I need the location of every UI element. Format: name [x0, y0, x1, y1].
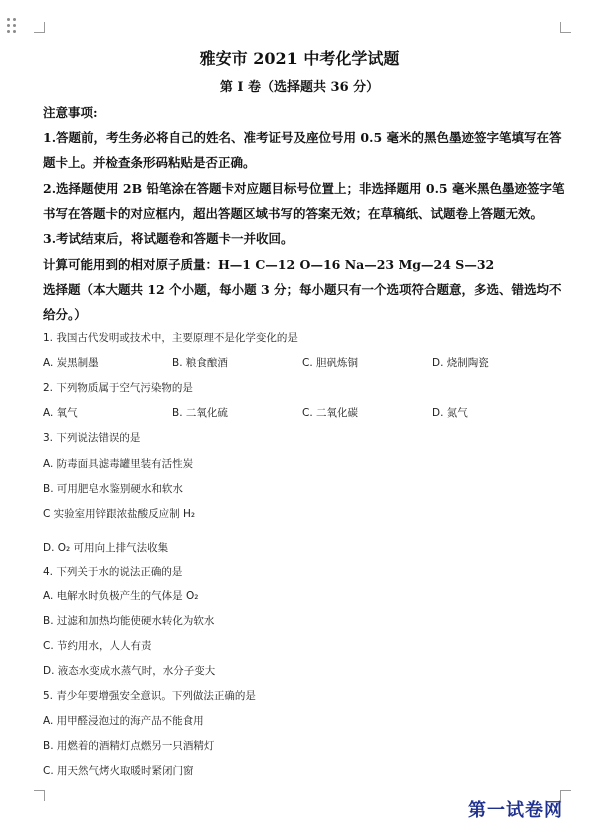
option: B. 可用肥皂水鉴别硬水和软水: [43, 483, 183, 495]
option: C. 二氧化碳: [302, 407, 359, 419]
question-2: 2. 下列物质属于空气污染物的是: [43, 382, 193, 394]
option: B. 过滤和加热均能使硬水转化为软水: [43, 615, 215, 627]
option: A. 氧气: [43, 407, 78, 419]
section-instructions: 给分。）: [43, 307, 87, 322]
option: B. 二氧化硫: [172, 407, 228, 419]
section-instructions: 选择题（本大题共 12 个小题，每小题 3 分；每小题只有一个选项符合题意，多选、错选均不: [43, 282, 562, 297]
option: B. 粮食酿酒: [172, 357, 228, 369]
option: A. 炭黑制墨: [43, 357, 99, 369]
page-corner-mark: [34, 22, 45, 33]
page-corner-mark: [560, 22, 571, 33]
drag-handle-icon[interactable]: [7, 18, 19, 34]
question-3: 3. 下列说法错误的是: [43, 432, 141, 444]
section-subtitle: 第 I 卷（选择题共 36 分）: [219, 80, 380, 95]
option: C. 胆矾炼铜: [302, 357, 359, 369]
option: A. 电解水时负极产生的气体是 O₂: [43, 590, 199, 602]
page-corner-mark: [34, 790, 45, 801]
option: A. 防毒面具滤毒罐里装有活性炭: [43, 458, 194, 470]
note-line: 1.答题前，考生务必将自己的姓名、准考证号及座位号用 0.5 毫米的黑色墨迹签字笔填写在答: [43, 130, 562, 145]
option: C 实验室用锌跟浓盐酸反应制 H₂: [43, 508, 196, 520]
option: D. 氮气: [432, 407, 468, 419]
option: D. O₂ 可用向上排气法收集: [43, 542, 169, 554]
note-line: 书写在答题卡的对应框内，超出答题区域书写的答案无效；在草稿纸、试题卷上答题无效。: [43, 206, 544, 221]
option: C. 用天然气烤火取暖时紧闭门窗: [43, 765, 194, 777]
option: C. 节约用水，人人有责: [43, 640, 152, 652]
atomic-mass-line: 计算可能用到的相对原子质量：H—1 C—12 O—16 Na—23 Mg—24 S—32: [43, 257, 495, 272]
note-line: 题卡上。并检查条形码粘贴是否正确。: [43, 155, 256, 170]
question-5: 5. 青少年要增强安全意识。下列做法正确的是: [43, 690, 256, 702]
page-title: 雅安市 2021 中考化学试题: [199, 49, 400, 68]
notes-heading: 注意事项:: [43, 105, 98, 120]
option: A. 用甲醛浸泡过的海产品不能食用: [43, 715, 204, 727]
option: B. 用燃着的酒精灯点燃另一只酒精灯: [43, 740, 215, 752]
question-4: 4. 下列关于水的说法正确的是: [43, 566, 183, 578]
note-line: 2.选择题使用 2B 铅笔涂在答题卡对应题目标号位置上；非选择题用 0.5 毫米黑色墨迹签字笔: [43, 181, 565, 196]
site-watermark: 第一试卷网: [468, 800, 563, 821]
option: D. 液态水变成水蒸气时，水分子变大: [43, 665, 216, 677]
note-line: 3.考试结束后，将试题卷和答题卡一并收回。: [43, 231, 294, 246]
question-1: 1. 我国古代发明或技术中，主要原理不是化学变化的是: [43, 332, 298, 344]
option: D. 烧制陶瓷: [432, 357, 489, 369]
